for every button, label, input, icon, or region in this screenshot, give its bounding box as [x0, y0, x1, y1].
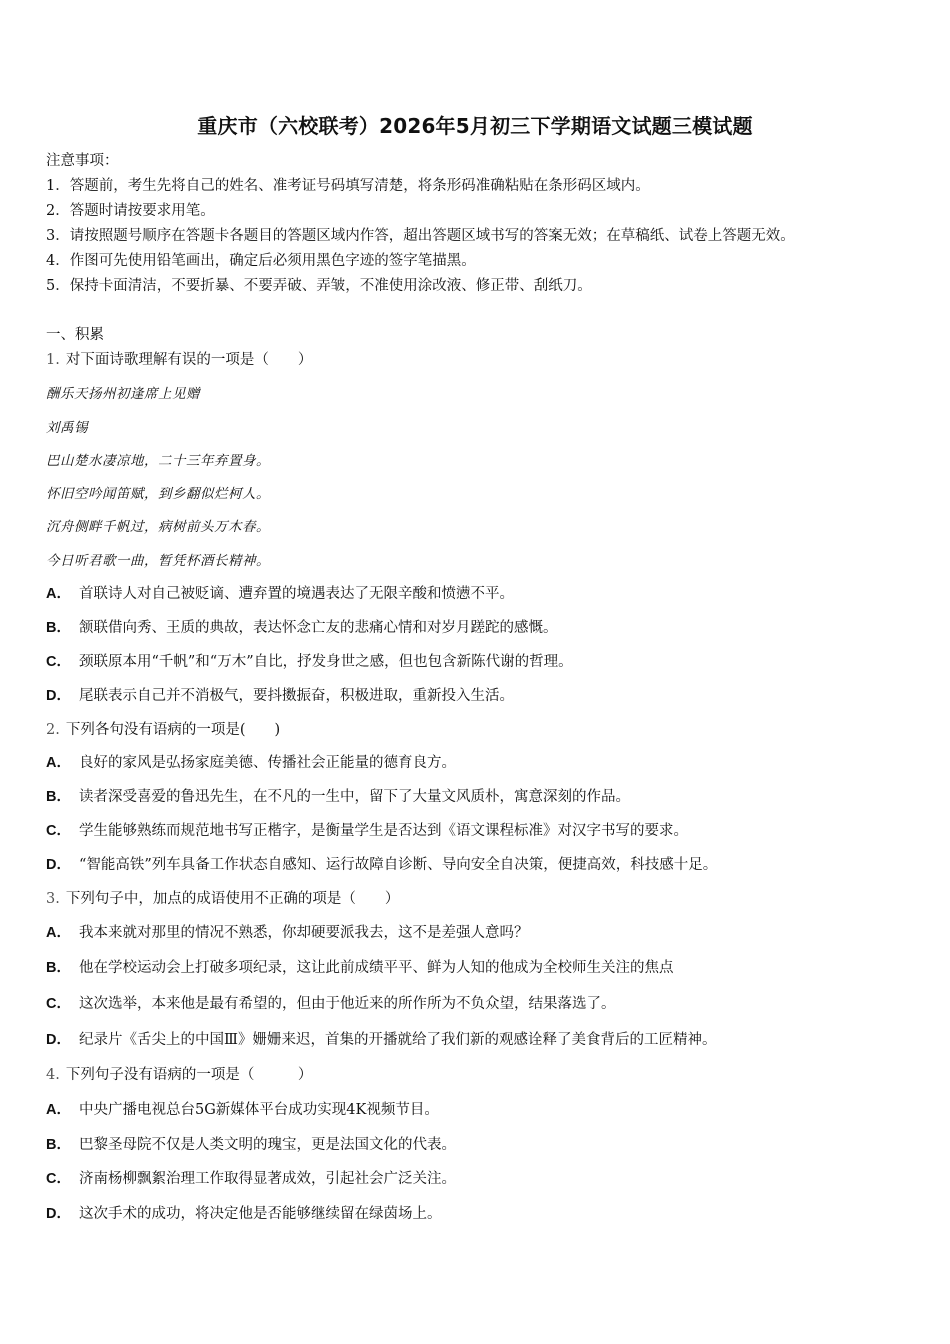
option-a: A． 良好的家风是弘扬家庭美德、传播社会正能量的德育良方。 — [46, 755, 456, 771]
option-d: D． “智能高铁”列车具备工作状态自感知、运行故障自诊断、导向安全自决策，便捷高效，科技感十足。 — [46, 857, 718, 873]
poem-author: 刘禹锡 — [46, 420, 88, 436]
option-b: B． 读者深受喜爱的鲁迅先生，在不凡的一生中，留下了大量文风质朴，寓意深刻的作品。 — [46, 789, 630, 805]
question-text: 对下面诗歌理解有误的一项是（ ） — [65, 352, 313, 368]
option-b: B． 颔联借向秀、王质的典故，表达怀念亡友的悲痛心情和对岁月蹉跎的感慨。 — [46, 620, 558, 636]
question-number: 1. — [46, 352, 60, 368]
question-number: 3. — [46, 891, 60, 907]
option-d: D． 纪录片《舌尖上的中国Ⅲ》姗姗来迟，首集的开播就给了我们新的观感诠释了美食背后的工匠精神。 — [46, 1032, 717, 1048]
poem-title: 酬乐天扬州初逢席上见赠 — [46, 386, 200, 402]
question-4-stem — [46, 1065, 312, 1085]
question-1-stem — [46, 350, 312, 370]
notice-item: 2．答题时请按要求用笔。 — [46, 203, 215, 219]
question-text: 下列句子中，加点的成语使用不正确的项是（ ） — [65, 891, 400, 907]
notice-item: 4．作图可先使用铅笔画出，确定后必须用黑色字迹的签字笔描黑。 — [46, 253, 476, 269]
poem-line: 沉舟侧畔千帆过，病树前头万木春。 — [46, 519, 270, 535]
option-d: D． 尾联表示自己并不消极气，要抖擞振奋，积极进取，重新投入生活。 — [46, 688, 514, 704]
question-text: 下列各句没有语病的一项是( ) — [65, 722, 281, 738]
option-a: A． 首联诗人对自己被贬谪、遭弃置的境遇表达了无限辛酸和愤懑不平。 — [46, 586, 514, 602]
question-number: 2. — [46, 722, 60, 738]
page-title: 重庆市（六校联考）2026年5月初三下学期语文试题三模试题 — [197, 114, 753, 138]
option-b: B． 巴黎圣母院不仅是人类文明的瑰宝，更是法国文化的代表。 — [46, 1137, 456, 1153]
option-a: A． 我本来就对那里的情况不熟悉，你却硬要派我去，这不是差强人意吗？ — [46, 925, 529, 941]
option-d: D． 这次手术的成功，将决定他是否能够继续留在绿茵场上。 — [46, 1206, 442, 1222]
option-c: C． 这次选举，本来他是最有希望的，但由于他近来的所作所为不负众望，结果落选了。 — [46, 996, 616, 1012]
option-c: C． 颈联原本用“千帆”和“万木”自比，抒发身世之感，但也包含新陈代谢的哲理。 — [46, 654, 573, 670]
question-text: 下列句子没有语病的一项是（ ） — [65, 1067, 313, 1083]
option-c: C． 济南杨柳飘絮治理工作取得显著成效，引起社会广泛关注。 — [46, 1171, 456, 1187]
poem-line: 巴山楚水凄凉地，二十三年弃置身。 — [46, 453, 270, 469]
question-2-stem — [46, 720, 280, 740]
section-heading: 一、积累 — [46, 327, 104, 343]
option-a: A． 中央广播电视总台5G新媒体平台成功实现4K视频节目。 — [46, 1102, 439, 1118]
option-b: B． 他在学校运动会上打破多项纪录，这让此前成绩平平、鲜为人知的他成为全校师生关注的焦点 — [46, 960, 674, 976]
option-c: C． 学生能够熟练而规范地书写正楷字，是衡量学生是否达到《语文课程标准》对汉字书写的要求。 — [46, 823, 688, 839]
notice-item: 1．答题前，考生先将自己的姓名、准考证号码填写清楚，将条形码准确粘贴在条形码区域内。 — [46, 178, 650, 194]
question-3-stem — [46, 889, 399, 909]
notice-item: 3．请按照题号顺序在答题卡各题目的答题区域内作答，超出答题区域书写的答案无效；在草稿纸、试卷上答题无效。 — [46, 228, 795, 244]
poem-line: 怀旧空吟闻笛赋，到乡翻似烂柯人。 — [46, 486, 270, 502]
notice-heading: 注意事项： — [46, 153, 119, 169]
poem-line: 今日听君歌一曲，暂凭杯酒长精神。 — [46, 553, 270, 569]
notice-item: 5．保持卡面清洁，不要折暴、不要弄破、弄皱，不准使用涂改液、修正带、刮纸刀。 — [46, 278, 592, 294]
question-number: 4. — [46, 1067, 60, 1083]
